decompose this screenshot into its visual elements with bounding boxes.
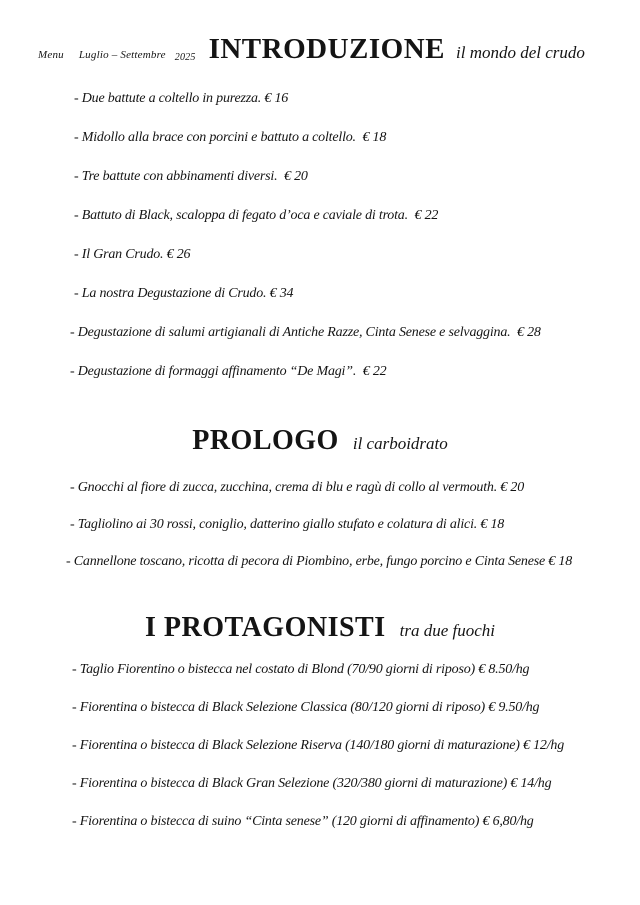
section-protagonisti-items [0, 661, 640, 831]
menu-item: - La nostra Degustazione di Crudo. € 34 [74, 286, 294, 301]
section-subtitle-prologo: il carboidrato [352, 434, 448, 453]
menu-item: - Degustazione di formaggi affinamento “De Magi”. € 22 [70, 364, 387, 379]
menu-period: Luglio – Settembre [78, 49, 166, 61]
section-subtitle-protagonisti: tra due fuochi [399, 621, 496, 640]
section-title-introduzione: INTRODUZIONE [208, 33, 446, 65]
section-heading-protagonisti [0, 611, 640, 649]
menu-year: 2025 [174, 52, 196, 63]
menu-item: - Fiorentina o bistecca di Black Gran Selezione (320/380 giorni di maturazione) € 14/hg [72, 776, 552, 791]
menu-label: Menu [38, 49, 64, 61]
menu-item: - Fiorentina o bistecca di Black Selezione Riserva (140/180 giorni di maturazione) € 12/hg [72, 738, 565, 753]
menu-item: - Fiorentina o bistecca di suino “Cinta senese” (120 giorni di affinamento) € 6,80/hg [72, 814, 534, 829]
menu-item: - Il Gran Crudo. € 26 [74, 247, 191, 262]
section-introduzione-items [0, 90, 640, 381]
section-heading-prologo [0, 424, 640, 462]
section-prologo-items [0, 479, 640, 571]
menu-item: - Gnocchi al fiore di zucca, zucchina, crema di blu e ragù di collo al vermouth. € 20 [70, 480, 524, 495]
menu-item: - Cannellone toscano, ricotta di pecora di Piombino, erbe, fungo porcino e Cinta Senese € 18 [66, 554, 573, 569]
section-title-prologo: PROLOGO [192, 425, 339, 456]
menu-item: - Midollo alla brace con porcini e battuto a coltello. € 18 [74, 130, 387, 145]
menu-item: - Taglio Fiorentino o bistecca nel costato di Blond (70/90 giorni di riposo) € 8.50/hg [72, 662, 530, 677]
menu-item: - Tagliolino ai 30 rossi, coniglio, datterino giallo stufato e colatura di alici. € 18 [70, 517, 505, 532]
menu-item: - Degustazione di salumi artigianali di Antiche Razze, Cinta Senese e selvaggina. € 28 [70, 325, 541, 340]
section-title-protagonisti: I PROTAGONISTI [144, 612, 386, 643]
section-subtitle-introduzione: il mondo del crudo [456, 43, 585, 62]
menu-header [0, 33, 640, 66]
menu-item: - Tre battute con abbinamenti diversi. € 20 [74, 169, 308, 184]
menu-item: - Fiorentina o bistecca di Black Selezione Classica (80/120 giorni di riposo) € 9.50/hg [72, 700, 540, 715]
menu-item: - Due battute a coltello in purezza. € 16 [74, 91, 289, 106]
menu-item: - Battuto di Black, scaloppa di fegato d’oca e caviale di trota. € 22 [74, 208, 439, 223]
